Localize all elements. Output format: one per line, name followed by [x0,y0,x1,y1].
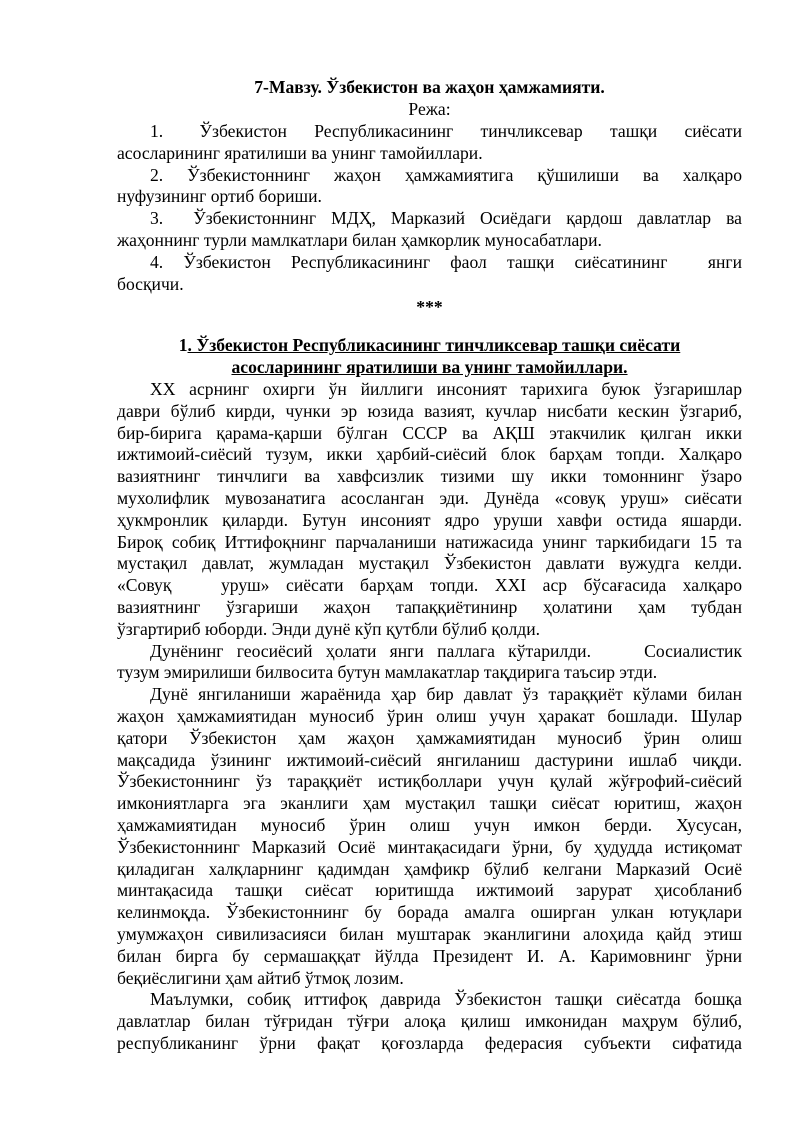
text-line: мустақил давлат, жумладан мустақил Ўзбекистон давлати вужудга келди. [117,553,742,574]
section-heading-line-2: асосларининг яратилиши ва унинг тамойиллари. [231,356,628,377]
text-line: ҳукмронлик қиларди. Бутун инсоният ядро уруши хавфи остида яшарди. [117,509,742,530]
plan-item-2-line-1: 2. Ўзбекистоннинг жаҳон ҳамжамиятига қўшилиши ва халқаро [150,164,742,185]
paragraph-1 [117,379,742,641]
text-line: ўзгартириб юборди. Энди дунё кўп қутбли бўлиб қолди. [117,618,541,639]
plan-label: Режа: [408,99,451,119]
text-line: давлатлар билан тўғридан тўғри алоқа қилиш имконидан маҳрум бўлиб, [117,1011,742,1032]
text-line: «Совуқ уруш» сиёсати барҳам топди. XXI аср бўсағасида халқаро [117,575,742,596]
section-number: 1 [178,335,188,355]
body-text [117,379,742,1055]
section-title-part-1: . Ўзбекистон Республикасининг тинчликсевар ташқи сиёсати [187,335,681,355]
paragraph-2 [117,641,742,685]
plan-item-4-line-1: 4. Ўзбекистон Республикасининг фаол ташқи сиёсатининг янги [150,251,742,272]
plan-item-3-line-2: жаҳоннинг турли мамлкатлари билан ҳамкорлик муносабатлари. [117,229,602,250]
text-line: Дунёнинг геосиёсий ҳолати янги паллага кўтарилди. Сосиалистик [150,640,742,661]
text-line: қатори Ўзбекистон ҳам жаҳон ҳамжамиятидан муносиб ўрин олиш [117,727,742,748]
text-line: XX асрнинг охирги ўн йиллиги инсоният тарихига буюк ўзгаришлар [150,379,742,399]
text-line: даври бўлиб кирди, чунки эр юзида вазият, кучлар нисбати кескин ўзгариб, [117,400,742,421]
text-line: минтақасида ташқи сиёсат юритишда ижтимоий зарурат ҳисобланиб [117,880,742,901]
text-line: бир-бирига қарама-қарши бўлган СССР ва АҚШ этакчилик қилган икки [117,422,742,443]
plan-item-3-line-1: 3. Ўзбекистоннинг МДҲ, Марказий Осиёдаги қардош давлатлар ва [150,208,742,229]
text-line: Ўзбекистоннинг ўз тараққиёт истиқболлари учун қулай жўғрофий-сиёсий [117,771,742,792]
text-line: республиканинг ўрни фақат қоғозларда федерасия субъекти сифатида [117,1032,742,1053]
text-line: Маълумки, собиқ иттифоқ даврида Ўзбекистон ташқи сиёсатда бошқа [150,989,742,1010]
text-line: умумжаҳон сивилизасияси билан муштарак эканлигини алоҳида қайд этиш [117,923,742,944]
plan-item-2-line-2: нуфузининг ортиб бориши. [117,186,322,207]
text-line: билан бирга бу сермашаққат йўлда Президент И. А. Каримовнинг ўрни [117,945,742,966]
plan-item-4-line-2: босқичи. [117,273,184,294]
text-line: имкониятларга эга эканлиги ҳам мустақил ташқи сиёсат юритиш, жаҳон [117,793,742,814]
plan-item-1-line-1: 1. Ўзбекистон Республикасининг тинчликсевар ташқи сиёсати [150,121,742,141]
text-line: мақсадида ўзининг ижтимоий-сиёсий янгиланиш дастурини ишлаб чиқди. [117,749,742,770]
text-line: вазиятнинг ўзгариши жаҳон тапаққиётининр ҳолатини ҳам тубдан [117,596,742,617]
text-line: жаҳон ҳамжамиятидан муносиб ўрин олиш учун ҳаракат бошлади. Шулар [117,705,742,726]
text-line: беқиёслигини ҳам айтиб ўтмоқ лозим. [117,967,404,988]
paragraph-3 [117,684,742,989]
section-heading-line-1 [117,335,742,357]
text-line: ижтимоий-сиёсий тузум, икки ҳарбий-сиёсий блок барҳам топди. Халқаро [117,444,742,465]
text-line: вазиятнинг тинчлиги ва хавфсизлик тизими шу икки томоннинг ўзаро [117,466,742,487]
text-line: қиладиган халқларнинг қадимдан ҳамфикр бўлиб келгани Марказий Осиё [117,858,742,879]
document-title: 7-Мавзу. Ўзбекистон ва жаҳон ҳамжамияти. [254,77,605,97]
text-line: ҳамжамиятидан муносиб ўрин олиш учун имкон берди. Хусусан, [117,814,742,835]
text-line: Ўзбекистоннинг Марказий Осиё минтақасидаги ўрни, бу ҳудудда истиқомат [117,836,742,857]
text-line: мухолифлик мувозанатига асосланган эди. Дунёда «совуқ уруш» сиёсати [117,487,742,508]
text-line: тузум эмирилиши билвосита бутун мамлакатлар тақдирига таъсир этди. [117,662,658,683]
paragraph-4 [117,989,742,1054]
text-line: келинмоқда. Ўзбекистоннинг бу борада амалга оширган улкан ютуқлари [117,902,742,923]
plan-list [117,121,742,295]
text-line: Бироқ собиқ Иттифоқнинг парчаланиши натижасида унинг таркибидаги 15 та [117,531,742,552]
text-line: Дунё янгиланиши жараёнида ҳар бир давлат ўз тараққиёт кўлами билан [150,684,742,705]
section-heading [117,335,742,379]
plan-item-1-line-2: асосларининг яратилиши ва унинг тамойиллари. [117,142,483,163]
separator: *** [416,297,443,317]
